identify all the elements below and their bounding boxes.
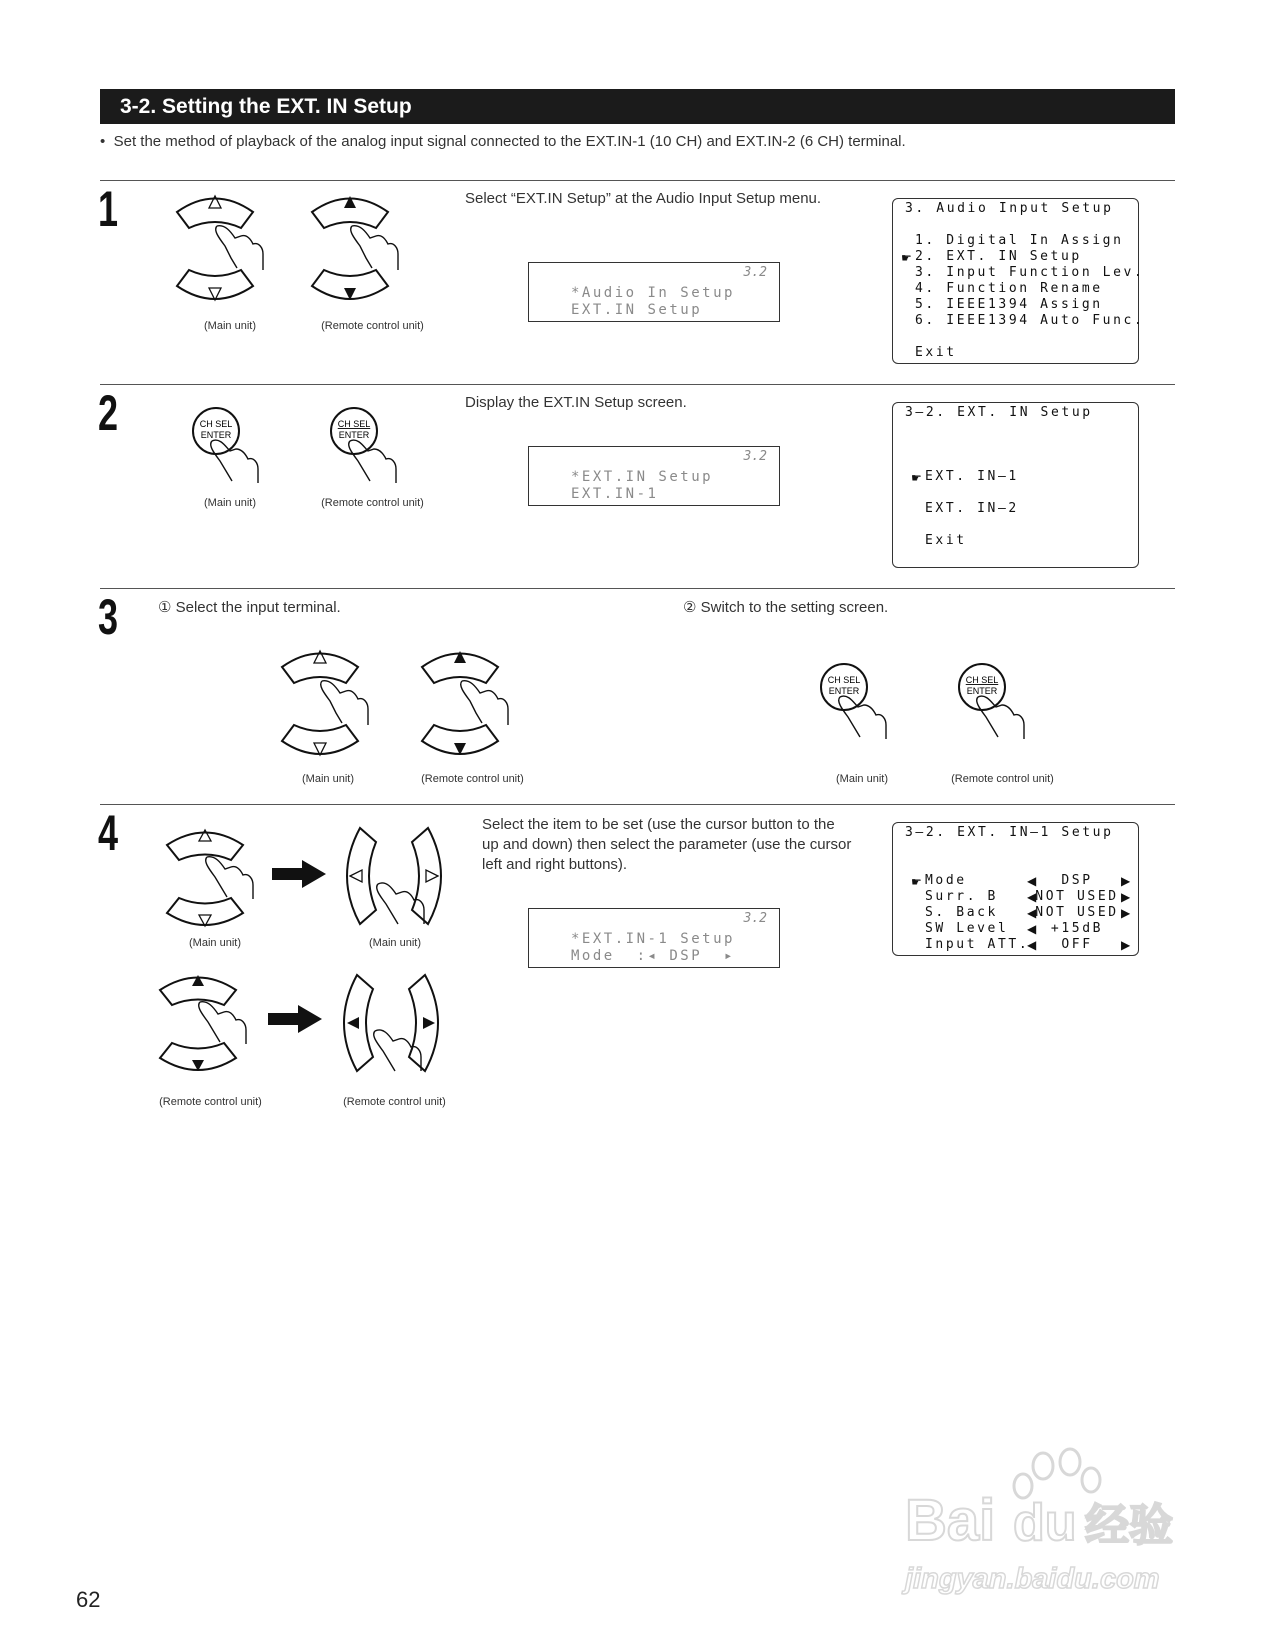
- remote-leftright-buttons: [335, 973, 455, 1083]
- enter-label: ENTER: [200, 430, 232, 440]
- divider: [100, 180, 1175, 181]
- setting-value: +15dB: [1050, 921, 1104, 936]
- display-line-2: EXT.IN Setup: [571, 302, 703, 318]
- osd-item[interactable]: 6. IEEE1394 Auto Func.: [915, 313, 1145, 328]
- front-display: [528, 446, 780, 506]
- remote-enter-button: [328, 407, 418, 487]
- left-arrow-icon[interactable]: ◀: [1027, 906, 1037, 920]
- caption-main-unit: (Main unit): [369, 937, 421, 949]
- watermark-bai: Bai: [905, 1488, 996, 1553]
- main-unit-updown-buttons: [165, 825, 265, 940]
- osd-exit[interactable]: Exit: [925, 533, 967, 548]
- setting-value: OFF: [1061, 937, 1093, 952]
- front-display: [528, 262, 780, 322]
- setting-name: Input ATT.: [925, 937, 1030, 952]
- display-line-2: Mode :◂ DSP ▸: [571, 948, 735, 964]
- osd-title: 3—2. EXT. IN Setup: [905, 405, 1093, 420]
- caption-remote-unit: (Remote control unit): [421, 773, 524, 785]
- page-number: 62: [76, 1587, 101, 1612]
- display-page: 3.2: [743, 449, 767, 464]
- osd-item[interactable]: 1. Digital In Assign: [915, 233, 1124, 248]
- caption-main-unit: (Main unit): [302, 773, 354, 785]
- setting-name: SW Level: [925, 921, 1009, 936]
- hand-icon: [351, 226, 398, 270]
- display-line-1: *Audio In Setup: [571, 285, 735, 301]
- intro-text: • Set the method of playback of the analog input signal connected to the EXT.IN-1 (10 CH) and EXT.IN-2 (6 CH) terminal.: [100, 133, 906, 150]
- display-page: 3.2: [743, 911, 767, 926]
- osd-exit[interactable]: Exit: [915, 345, 957, 360]
- main-unit-enter-button: [190, 407, 280, 487]
- main-unit-leftright-buttons: [338, 826, 458, 936]
- hand-icon: [206, 857, 253, 899]
- remote-updown-buttons: [158, 970, 258, 1085]
- caption-main-unit: (Main unit): [836, 773, 888, 785]
- cursor-hand-icon: ☛: [911, 471, 922, 485]
- display-line-1: *EXT.IN-1 Setup: [571, 931, 735, 947]
- watermark-url: jingyan.baidu.com: [905, 1563, 1160, 1595]
- setting-value: DSP: [1061, 873, 1093, 888]
- osd-title: 3—2. EXT. IN—1 Setup: [905, 825, 1114, 840]
- right-arrow-icon[interactable]: ▶: [1121, 938, 1131, 952]
- onscreen-menu: [892, 198, 1145, 364]
- ch-sel-label: CH SEL: [199, 419, 233, 429]
- caption-remote-unit: (Remote control unit): [951, 773, 1054, 785]
- step-description: Select the item to be set (use the cursor button to the up and down) then select the parameter (use the cursor left and right buttons).: [482, 816, 852, 873]
- substep-1: ① Select the input terminal.: [158, 599, 341, 616]
- caption-main-unit: (Main unit): [204, 320, 256, 332]
- display-line-1: *EXT.IN Setup: [571, 469, 714, 485]
- cursor-hand-icon: ☛: [901, 251, 912, 265]
- step-number: 1: [98, 181, 119, 237]
- right-arrow-icon[interactable]: ▶: [1121, 906, 1131, 920]
- caption-main-unit: (Main unit): [189, 937, 241, 949]
- remote-enter-button: [956, 663, 1046, 743]
- baidu-watermark: [905, 1448, 1205, 1598]
- ch-sel-label: CH SEL: [965, 675, 999, 685]
- divider: [100, 588, 1175, 589]
- left-arrow-icon[interactable]: ◀: [1027, 938, 1037, 952]
- step-number: 3: [98, 589, 119, 645]
- arrow-right-icon: [268, 1005, 323, 1035]
- enter-label: ENTER: [966, 686, 998, 696]
- display-line-2: EXT.IN-1: [571, 486, 659, 502]
- paw-toe: [1082, 1468, 1100, 1492]
- step-description: Display the EXT.IN Setup screen.: [465, 394, 687, 411]
- step-number: 2: [98, 385, 119, 441]
- osd-item[interactable]: 2. EXT. IN Setup: [915, 249, 1082, 264]
- osd-item[interactable]: EXT. IN—2: [925, 501, 1019, 516]
- osd-title: 3. Audio Input Setup: [905, 201, 1114, 216]
- up-button[interactable]: [167, 833, 243, 861]
- setting-name: Surr. B: [925, 889, 998, 904]
- hand-icon: [461, 681, 508, 725]
- hand-icon: [321, 681, 368, 725]
- caption-main-unit: (Main unit): [204, 497, 256, 509]
- intro-bullet-text: Set the method of playback of the analog input signal connected to the EXT.IN-1 (10 CH) and EXT.IN-2 (6 CH) terminal.: [113, 133, 906, 150]
- up-button[interactable]: [282, 654, 358, 684]
- enter-label: ENTER: [828, 686, 860, 696]
- section-title: 3-2. Setting the EXT. IN Setup: [100, 89, 1175, 124]
- caption-remote-unit: (Remote control unit): [343, 1096, 446, 1108]
- osd-item[interactable]: 4. Function Rename: [915, 281, 1103, 296]
- osd-item[interactable]: 5. IEEE1394 Assign: [915, 297, 1103, 312]
- left-arrow-icon[interactable]: ◀: [1027, 874, 1037, 888]
- onscreen-menu: [892, 402, 1139, 568]
- setting-name: Mode: [925, 873, 967, 888]
- substep-2: ② Switch to the setting screen.: [683, 599, 889, 616]
- paw-toe: [1060, 1449, 1080, 1475]
- remote-updown-buttons: [310, 190, 410, 315]
- setting-name: S. Back: [925, 905, 998, 920]
- left-arrow-icon[interactable]: ◀: [1027, 890, 1037, 904]
- setting-value: NOT USED: [1035, 889, 1119, 904]
- front-display: [528, 908, 780, 968]
- down-button[interactable]: [282, 725, 358, 754]
- main-unit-updown-buttons: [175, 190, 275, 315]
- watermark-jingyan: 经验: [1085, 1500, 1173, 1551]
- remote-updown-buttons: [420, 645, 520, 770]
- step-description: Select “EXT.IN Setup” at the Audio Input Setup menu.: [465, 190, 822, 207]
- osd-item[interactable]: EXT. IN—1: [925, 469, 1019, 484]
- display-page: 3.2: [743, 265, 767, 280]
- ch-sel-label: CH SEL: [827, 675, 861, 685]
- watermark-du: du: [1013, 1494, 1077, 1552]
- hand-icon: [216, 226, 263, 270]
- down-button[interactable]: [167, 898, 243, 925]
- osd-item[interactable]: 3. Input Function Lev.: [915, 265, 1145, 280]
- divider: [100, 804, 1175, 805]
- up-button[interactable]: [177, 199, 253, 229]
- down-button[interactable]: [177, 270, 253, 299]
- hand-icon: [199, 1002, 246, 1044]
- setting-value: NOT USED: [1035, 905, 1119, 920]
- caption-remote-unit: (Remote control unit): [321, 320, 424, 332]
- caption-remote-unit: (Remote control unit): [321, 497, 424, 509]
- right-arrow-icon[interactable]: ▶: [1121, 874, 1131, 888]
- divider: [100, 384, 1175, 385]
- right-arrow-icon[interactable]: ▶: [1121, 890, 1131, 904]
- left-arrow-icon[interactable]: ◀: [1027, 922, 1037, 936]
- caption-remote-unit: (Remote control unit): [159, 1096, 262, 1108]
- step-number: 4: [98, 805, 119, 861]
- arrow-right-icon: [272, 860, 327, 890]
- enter-label: ENTER: [338, 430, 370, 440]
- paw-toe: [1033, 1453, 1053, 1479]
- main-unit-enter-button: [818, 663, 908, 743]
- onscreen-menu: [892, 822, 1139, 956]
- cursor-hand-icon: ☛: [911, 875, 922, 889]
- main-unit-updown-buttons: [280, 645, 380, 770]
- ch-sel-label: CH SEL: [337, 419, 371, 429]
